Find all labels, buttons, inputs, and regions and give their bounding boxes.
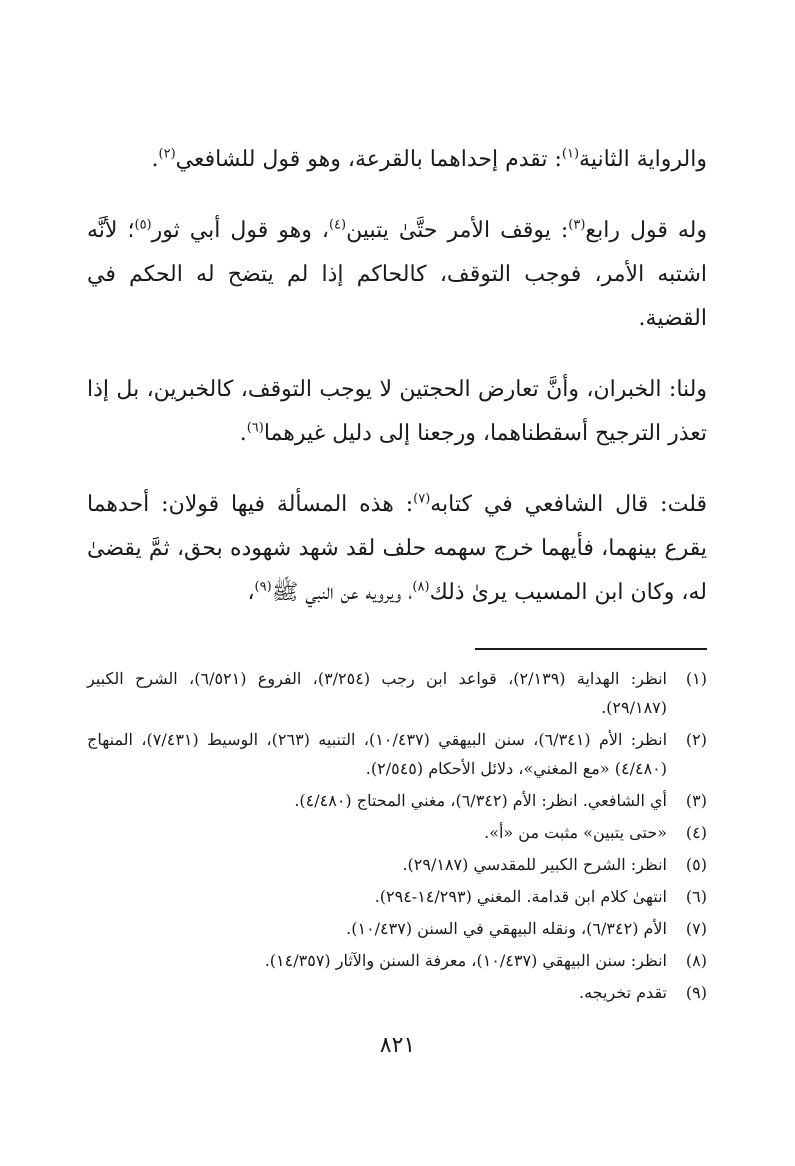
paragraph [87,483,707,615]
footnote-ref[interactable]: (٥) [134,217,152,233]
paragraph-text: وله قول رابع [585,218,708,243]
page-number: ٨٢١ [379,1033,416,1058]
paragraph-text: : تقدم إحداهما بالقرعة، وهو قول للشافعي [175,147,562,172]
footnote-ref[interactable]: (٩) [254,579,272,595]
footnote-number: (٦) [685,887,707,906]
footnote-number: (٣) [685,791,707,810]
footnote-number: (٤) [685,823,707,842]
footnote [87,850,707,879]
footnote-number: (٨) [685,951,707,970]
paragraph-text: ، وهو قول أبي ثور [151,218,329,243]
paragraph-text: قلت: قال الشافعي في كتابه [430,492,707,517]
footnote-ref[interactable]: (٨) [412,579,430,595]
paragraph-text: . [239,421,247,446]
footnote-ref[interactable]: (٤) [328,217,347,233]
footnotes [87,664,707,1010]
footnote-number: (٥) [685,855,707,874]
footnote-ref[interactable]: (١) [561,146,580,162]
footnote-text: تقدم تخريجه. [579,983,667,1002]
footnote-text: الأم (٦/٣٤٢)، ونقله البيهقي في السنن (١٠/٤٣٧). [346,919,667,938]
footnote-text: أي الشافعي. انظر: الأم (٦/٣٤٢)، مغني المحتاج (٤/٤٨٠). [294,791,667,810]
paragraph [87,368,707,456]
paragraph-text: والرواية الثانية [579,147,707,172]
footnote-number: (٩) [685,983,707,1002]
footnote-text: انظر: الأم (٦/٣٤١)، سنن البيهقي (١٠/٤٣٧)، التنبيه (٢٦٣)، الوسيط (٧/٤٣١)، المنهاج (٤/٤٨٠) «مع المغني»، دلائل الأحكام (٢/٥٤٥). [87,730,668,778]
footnote-text: انظر: الشرح الكبير للمقدسي (٢٩/١٨٧). [402,855,667,874]
footnote [87,914,707,943]
footnote-number: (٢) [685,730,707,749]
footnote [87,882,707,911]
footnote-ref[interactable]: (٧) [413,491,431,507]
footnote [87,946,707,975]
paragraph-text: ولنا: الخبران، وأنَّ تعارض الحجتين لا يوجب التوقف، كالخبرين، بل إذا تعذر الترجيح أسقطناهما، ورجعنا إلى دليل غيرهما [87,377,707,446]
paragraph-text: ، [247,580,255,605]
footnote-ref[interactable]: (٦) [246,420,264,436]
footnote-text: انظر: سنن البيهقي (١٠/٤٣٧)، معرفة السنن والآثار (١٤/٣٥٧). [264,951,667,970]
footnote [87,664,707,722]
footnote-number: (١) [685,669,707,688]
paragraph-text: ، ويرويه عن النبي ﷺ [271,580,413,605]
paragraph [87,138,707,182]
footnote [87,978,707,1007]
footnote-number: (٧) [685,919,707,938]
paragraph-text: ؛ لأنَّه اشتبه الأمر، فوجب التوقف، كالحاكم إذا لم يتضح له الحكم في القضية. [87,218,707,331]
paragraph-text: . [151,147,159,172]
footnote-text: انتهىٰ كلام ابن قدامة. المغني (١٤/٢٩٣-٢٩٤). [374,887,667,906]
paragraph [87,209,707,341]
footnote-text: «حتى يتبين» مثبت من «أ». [484,823,667,842]
footnote-ref[interactable]: (٢) [158,146,176,162]
footnote-ref[interactable]: (٣) [568,217,586,233]
paragraph-text: : يوقف الأمر حتَّىٰ يتبين [346,218,569,243]
main-text [87,138,707,642]
footnote-text: انظر: الهداية (٢/١٣٩)، قواعد ابن رجب (٣/٢٥٤)، الفروع (٦/٥٢١)، الشرح الكبير (٢٩/١٨٧). [87,669,667,717]
footnote [87,818,707,847]
footnote-divider [475,648,707,650]
footnote [87,786,707,815]
paragraph-text: : هذه المسألة فيها قولان: أحدهما يقرع بينهما، فأيهما خرج سهمه حلف لقد شهد شهوده بحق، ثمَّ يقضىٰ له، وكان ابن المسيب يرىٰ ذلك [87,492,707,605]
footnote [87,725,707,783]
